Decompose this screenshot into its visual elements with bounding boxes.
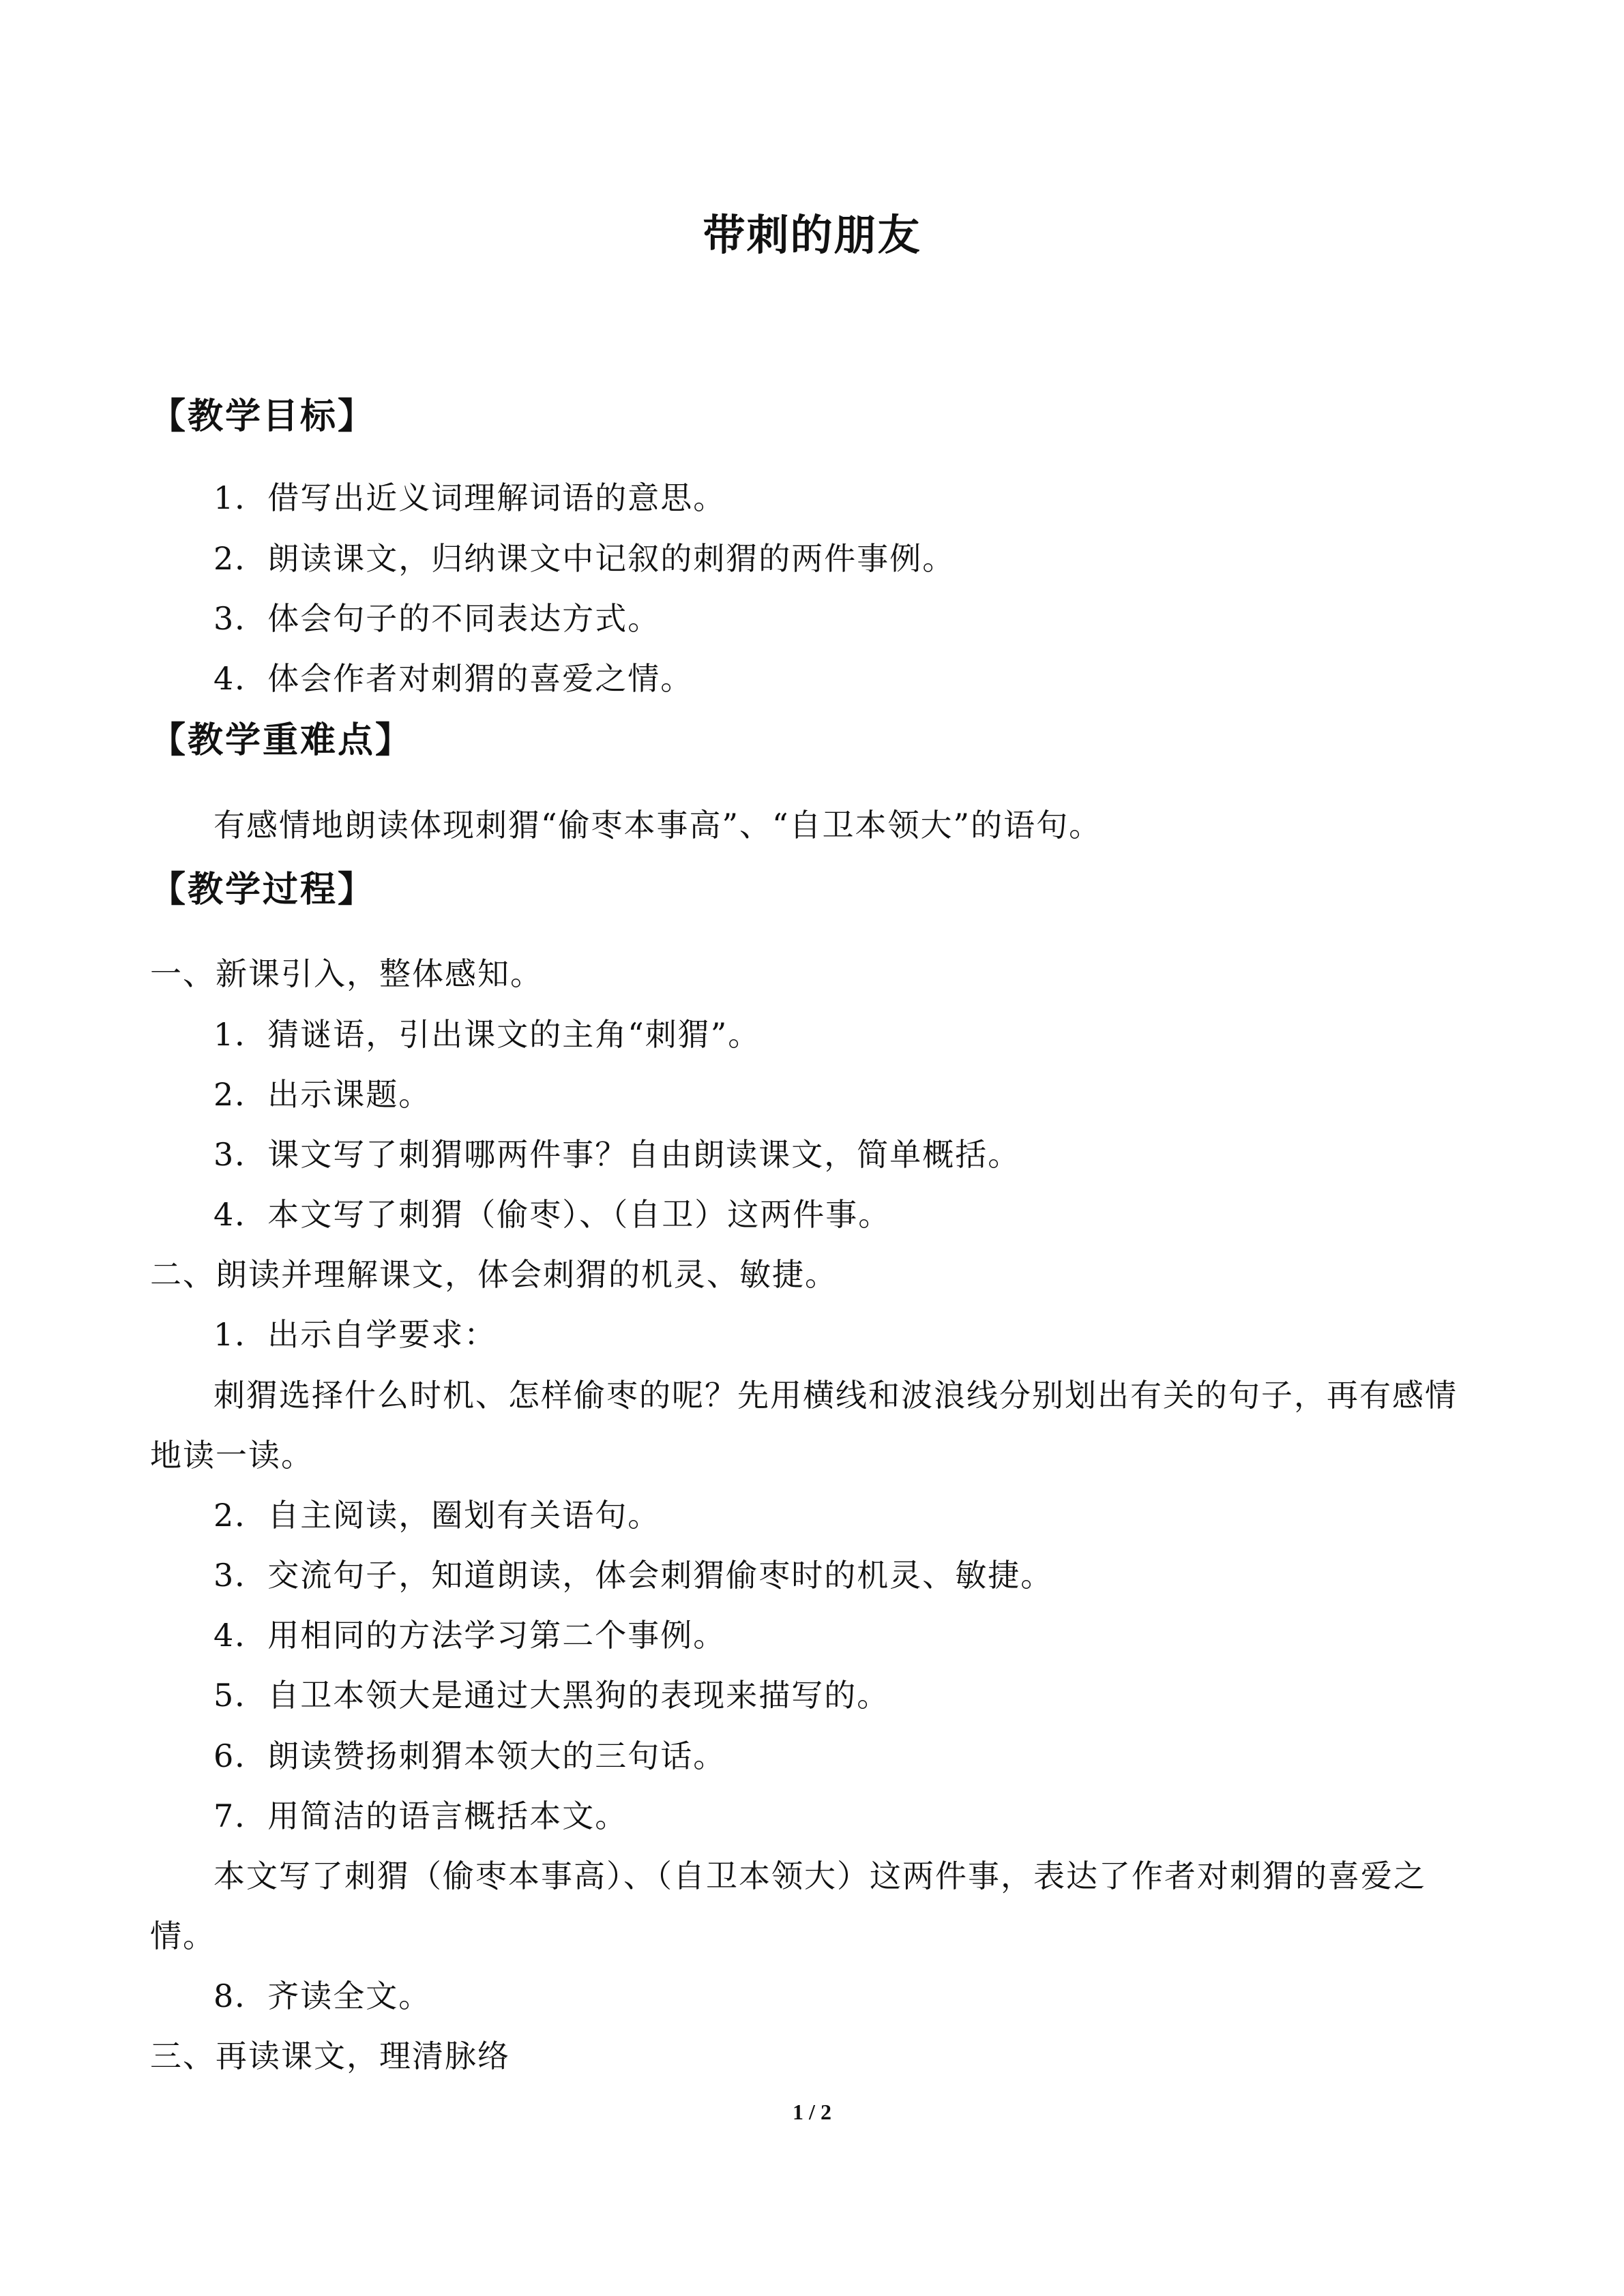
goal-item: 4．体会作者对刺猬的喜爱之情。: [213, 660, 694, 697]
process-line-continuation: 地读一读。: [150, 1437, 314, 1474]
key-points-text: 有感情地朗读体现刺猬“偷枣本事高”、“自卫本领大”的语句。: [213, 807, 1102, 844]
process-line: 3．交流句子，知道朗读，体会刺猬偷枣时的机灵、敏捷。: [213, 1557, 1054, 1594]
process-line: 7．用简洁的语言概括本文。: [213, 1798, 628, 1834]
process-line: 6．朗读赞扬刺猬本领大的三句话。: [213, 1738, 726, 1774]
process-line: 1．猜谜语，引出课文的主角“刺猬”。: [213, 1016, 761, 1053]
goal-item: 2．朗读课文，归纳课文中记叙的刺猬的两件事例。: [213, 540, 956, 577]
process-line: 本文写了刺猬（偷枣本事高）、（自卫本领大）这两件事，表达了作者对刺猬的喜爱之: [213, 1858, 1426, 1894]
process-line: 4．本文写了刺猬（偷枣）、（自卫）这两件事。: [213, 1196, 891, 1233]
process-line: 2．自主阅读，圈划有关语句。: [213, 1497, 661, 1534]
section-heading-process: 【教学过程】: [150, 869, 376, 910]
process-line: 5．自卫本领大是通过大黑狗的表现来描写的。: [213, 1677, 890, 1714]
process-line: 1．出示自学要求：: [213, 1316, 497, 1353]
process-line: 8．齐读全文。: [213, 1978, 432, 2014]
section-heading-goals: 【教学目标】: [150, 396, 376, 437]
section-heading-key-points: 【教学重难点】: [150, 720, 413, 761]
process-step-heading: 二、朗读并理解课文，体会刺猬的机灵、敏捷。: [150, 1256, 838, 1293]
goal-item: 1．借写出近义词理解词语的意思。: [213, 479, 726, 516]
process-line-continuation: 情。: [150, 1918, 216, 1954]
process-line: 刺猬选择什么时机、怎样偷枣的呢？先用横线和波浪线分别划出有关的句子，再有感情: [213, 1377, 1458, 1414]
document-title: 带刺的朋友: [703, 210, 921, 260]
process-line: 3．课文写了刺猬哪两件事？自由朗读课文，简单概括。: [213, 1136, 1021, 1173]
process-step-heading: 三、再读课文，理清脉络: [150, 2038, 510, 2074]
page-number: 1 / 2: [793, 2100, 831, 2124]
goal-item: 3．体会句子的不同表达方式。: [213, 600, 661, 637]
process-line: 4．用相同的方法学习第二个事例。: [213, 1617, 726, 1654]
process-step-heading: 一、新课引入，整体感知。: [150, 955, 543, 992]
process-line: 2．出示课题。: [213, 1076, 432, 1113]
